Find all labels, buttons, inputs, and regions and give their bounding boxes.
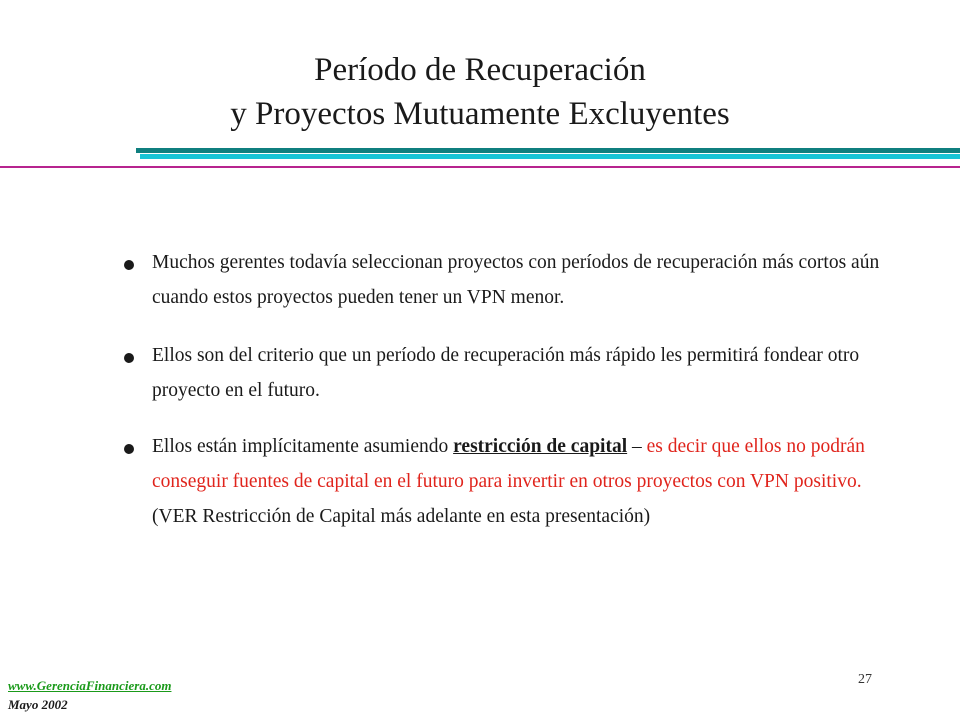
bullet-list	[120, 245, 880, 557]
bullet-dot-icon	[124, 260, 134, 270]
bullet-text: Ellos son del criterio que un período de recuperación más rápido les permitirá fondear otro proyecto en el futuro.	[152, 345, 860, 401]
bullet-dot-icon	[124, 353, 134, 363]
bullet-red-text: es decir que ellos no podrán conseguir fuentes de capital en el futuro para invertir en otros proyectos con VPN positivo.	[152, 436, 865, 492]
bullet-text-part-3: (VER Restricción de Capital más adelante en esta presentación)	[152, 506, 651, 527]
slide-title	[0, 48, 960, 136]
bullet-text: Muchos gerentes todavía seleccionan proyectos con períodos de recuperación más cortos aún cuando estos proyectos pueden tener un VPN menor.	[152, 252, 880, 308]
bullet-text-part-1: Ellos están implícitamente asumiendo	[152, 436, 454, 457]
page-number: 27	[858, 672, 872, 687]
divider-magenta	[0, 166, 960, 168]
divider-teal	[136, 148, 960, 153]
bullet-text-dash: –	[627, 436, 647, 457]
bullet-dot-icon	[124, 444, 134, 454]
bullet-item	[120, 245, 880, 315]
divider-cyan	[140, 154, 960, 159]
bullet-item	[120, 338, 880, 408]
title-line-1: Período de Recuperación	[314, 52, 646, 88]
title-line-2: y Proyectos Mutuamente Excluyentes	[230, 96, 730, 132]
capital-restriction-emphasis: restricción de capital	[453, 436, 628, 457]
bullet-item	[120, 429, 880, 534]
footer-date: Mayo 2002	[8, 697, 68, 712]
title-divider	[0, 148, 960, 168]
website-link[interactable]: www.GerenciaFinanciera.com	[8, 678, 172, 693]
